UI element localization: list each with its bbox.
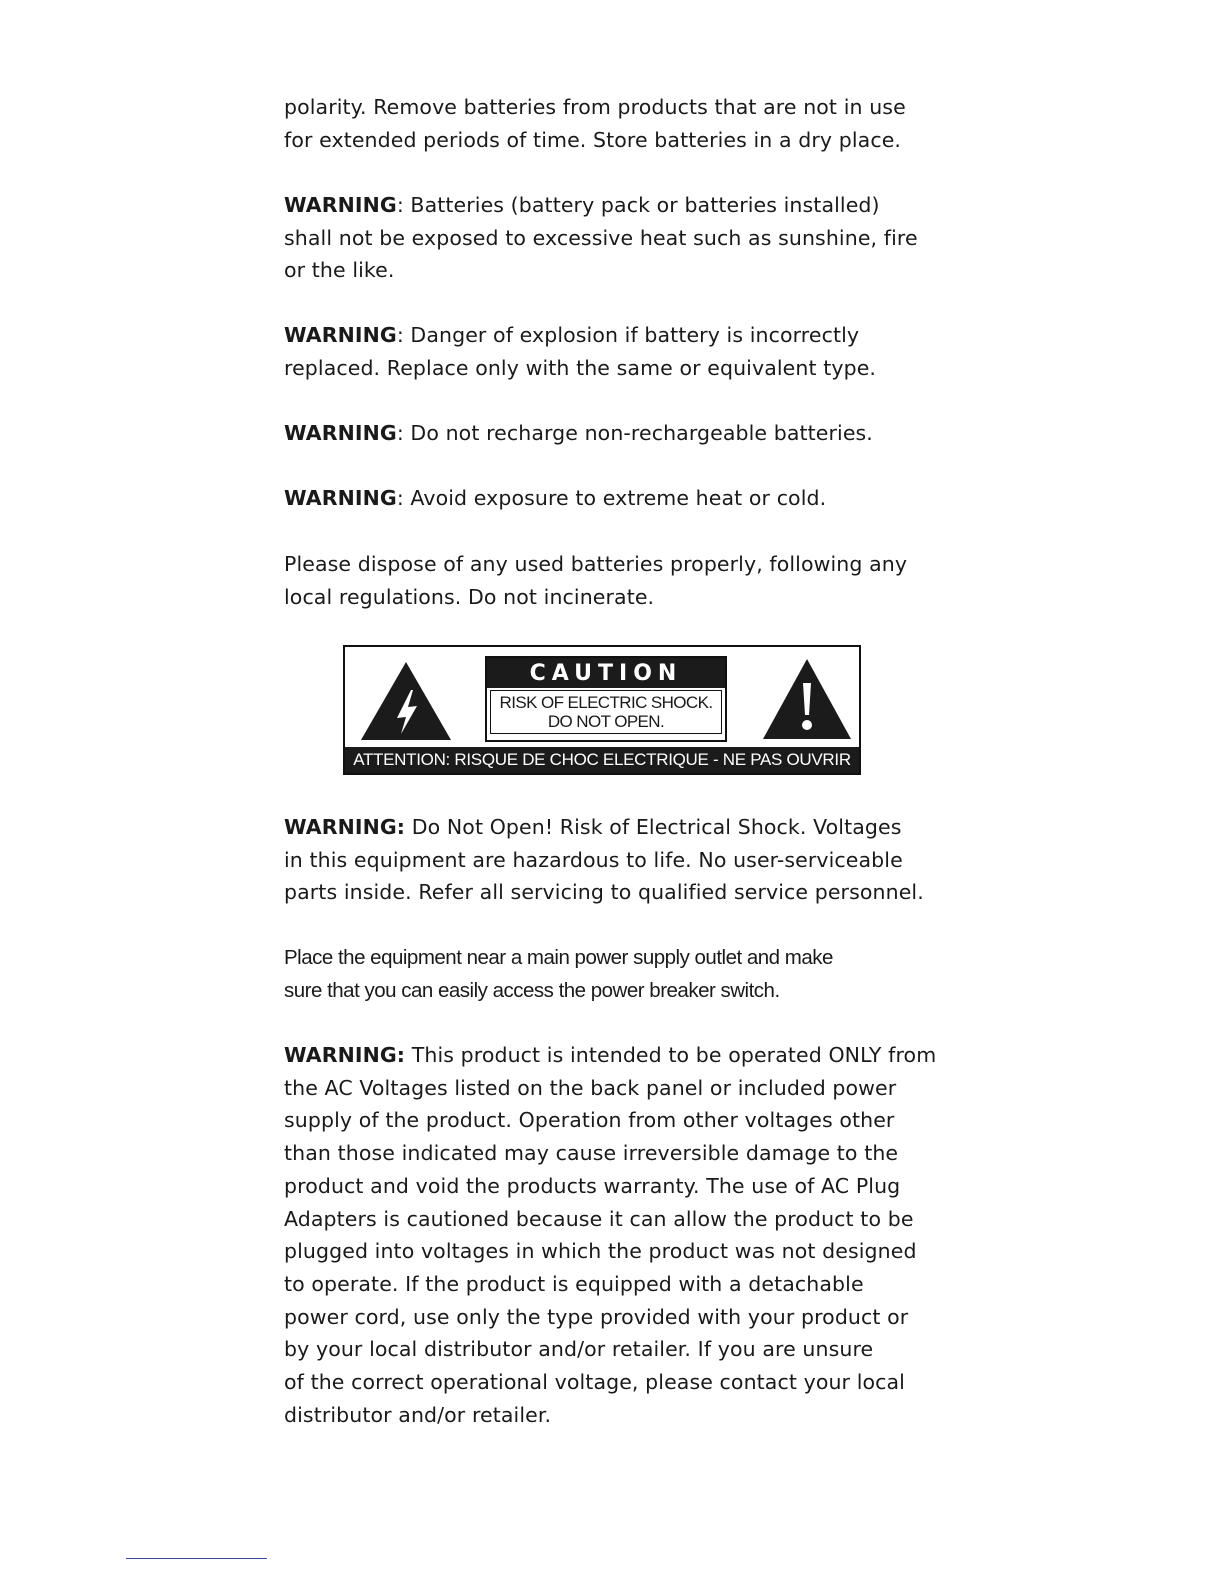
text-line: power cord, use only the type provided with your product or xyxy=(284,1304,909,1329)
warning-ac-voltage xyxy=(284,1039,937,1431)
warning-text: Do Not Open! Risk of Electrical Shock. Voltages xyxy=(405,815,902,839)
text-line xyxy=(284,319,934,352)
text-line: or the like. xyxy=(284,258,395,283)
warning-recharge xyxy=(284,417,934,450)
caution-label xyxy=(343,645,861,775)
paragraph-battery-polarity xyxy=(284,91,934,156)
warning-label: WARNING xyxy=(284,193,397,217)
warning-label: WARNING: xyxy=(284,1043,406,1067)
attention-bar: ATTENTION: RISQUE DE CHOC ELECTRIQUE - NE PAS OUVRIR xyxy=(345,747,859,773)
electric-shock-warning-icon xyxy=(359,660,453,742)
text-line: Adapters is cautioned because it can allow the product to be xyxy=(284,1206,914,1231)
text-line: of the correct operational voltage, please contact your local xyxy=(284,1370,905,1395)
text-line xyxy=(284,417,934,450)
warning-do-not-open xyxy=(284,811,934,909)
warning-battery-heat xyxy=(284,189,934,287)
text-line xyxy=(284,482,934,515)
text-line: replaced. Replace only with the same or equivalent type. xyxy=(284,355,877,380)
warning-extreme-temperature xyxy=(284,482,934,515)
warning-text: : Avoid exposure to extreme heat or cold. xyxy=(396,486,827,510)
text-line: Please dispose of any used batteries properly, following any xyxy=(284,552,908,576)
text-line: product and void the products warranty. The use of AC Plug xyxy=(284,1173,901,1198)
caution-panel xyxy=(485,656,727,742)
text-line: distributor and/or retailer. xyxy=(284,1402,552,1427)
text-line: in this equipment are hazardous to life. No user-serviceable xyxy=(284,847,903,872)
text-line: shall not be exposed to excessive heat such as sunshine, fire xyxy=(284,225,918,250)
exclamation-warning-icon xyxy=(761,657,853,741)
text-line: sure that you can easily access the power breaker switch. xyxy=(284,978,780,1002)
warning-text: : Do not recharge non-rechargeable batteries. xyxy=(396,421,873,445)
warning-label: WARNING xyxy=(284,486,397,510)
text-line: the AC Voltages listed on the back panel or included power xyxy=(284,1075,897,1100)
text-line: polarity. Remove batteries from products that are not in use xyxy=(284,95,906,119)
text-line: Place the equipment near a main power supply outlet and make xyxy=(284,946,833,969)
text-line: local regulations. Do not incinerate. xyxy=(284,584,655,609)
caution-subtext xyxy=(490,690,722,734)
caution-line-1: RISK OF ELECTRIC SHOCK. xyxy=(499,693,713,712)
text-line xyxy=(284,1039,937,1072)
text-line: for extended periods of time. Store batteries in a dry place. xyxy=(284,127,902,152)
warning-text: This product is intended to be operated ONLY from xyxy=(405,1043,937,1067)
text-line: to operate. If the product is equipped with a detachable xyxy=(284,1271,864,1296)
warning-label: WARNING xyxy=(284,421,397,445)
text-line: plugged into voltages in which the product was not designed xyxy=(284,1239,917,1264)
text-line xyxy=(284,811,934,844)
text-line: than those indicated may cause irreversible damage to the xyxy=(284,1141,899,1166)
caution-title: CAUTION xyxy=(487,658,725,688)
paragraph-battery-disposal xyxy=(284,548,934,613)
text-line: supply of the product. Operation from other voltages other xyxy=(284,1108,895,1133)
warning-text: : Danger of explosion if battery is incorrectly xyxy=(396,323,860,347)
warning-label: WARNING: xyxy=(284,815,406,839)
warning-text: : Batteries (battery pack or batteries installed) xyxy=(396,193,880,217)
paragraph-power-outlet xyxy=(284,942,934,1007)
footer-rule xyxy=(126,1558,267,1559)
warning-explosion xyxy=(284,319,934,384)
text-line: by your local distributor and/or retailer. If you are unsure xyxy=(284,1337,874,1362)
warning-label: WARNING xyxy=(284,323,397,347)
text-line: parts inside. Refer all servicing to qualified service personnel. xyxy=(284,880,924,905)
caution-line-2: DO NOT OPEN. xyxy=(547,712,665,731)
text-line xyxy=(284,189,934,222)
